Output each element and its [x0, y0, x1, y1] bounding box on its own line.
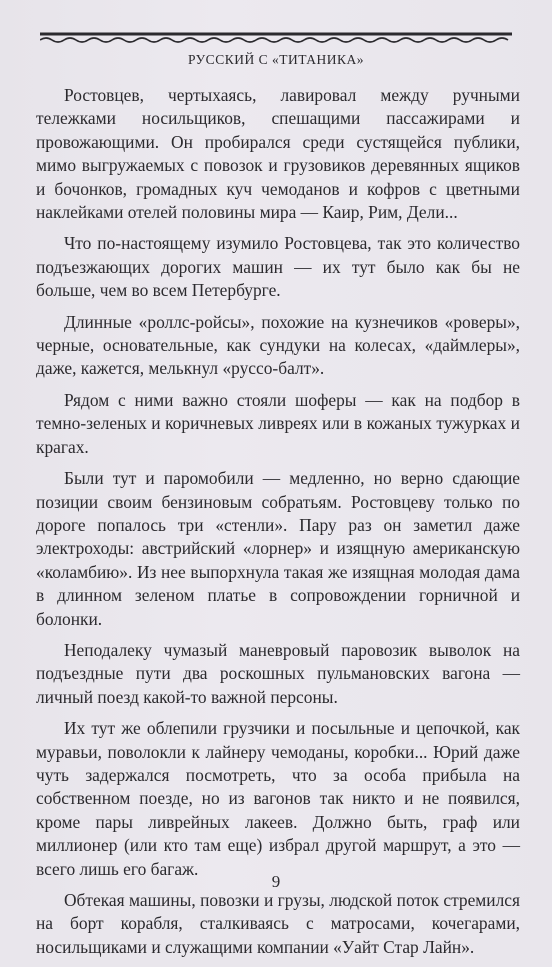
- page-number: 9: [271, 872, 281, 891]
- paragraph: Были тут и паромобили — медленно, но верно сдающие позиции своим бензиновым собратьям. Ростовцеву только по дороге попалось три «стенли». Пару раз он заметил даже электроходы: австрийский «лорнер» и изящную американскую «коламбию». Из нее выпорхнула такая же изящная молодая дама в длинном зеленом платье в сопровождении горничной и болонки.: [36, 468, 520, 629]
- paragraph: Ростовцев, чертыхаясь, лавировал между ручными тележками носильщиков, спешащими пассажирами и провожающими. Он пробирался среди сустящейся публики, мимо выгружаемых с повозок и грузовиков деревянных ящиков и бочонков, громадных куч чемоданов и кофров с цветными наклейками отелей половины мира — Каир, Рим, Дели...: [36, 85, 520, 223]
- paragraph: Рядом с ними важно стояли шоферы — как на подбор в темно-зеленых и коричневых ливреях или в кожаных тужурках и крагах.: [36, 389, 520, 457]
- paragraph: Неподалеку чумазый маневровый паровозик выволок на подъездные пути два роскошных пульмановских вагона — личный поезд какой-то важной персоны.: [36, 639, 520, 707]
- paragraph: Длинные «роллс-ройсы», похожие на кузнечиков «роверы», черные, основательные, как сундуки на колесах, «даймлеры», даже, кажется, мелькнул «руссо-балт».: [36, 311, 520, 379]
- running-head-title: РУССКИЙ С «ТИТАНИКА»: [187, 52, 365, 67]
- body-text: [36, 84, 520, 967]
- paragraph: Что по-настоящему изумило Ростовцева, так это количество подъезжающих дорогих машин — их тут было как бы не больше, чем во всем Петербурге.: [36, 233, 520, 301]
- wave-rule-ornament-icon: [40, 28, 512, 48]
- paragraph: Их тут же облепили грузчики и посыльные и цепочкой, как муравьи, поволокли к лайнеру чемоданы, коробки... Юрий даже чуть задержался посмотреть, что за особа прибыла на собственном поезде, но из вагонов так никто и не появился, кроме пары ливрейных лакеев. Должно быть, граф или миллионер (или кто там еще) избрал другой маршрут, а это — всего лишь его багаж.: [36, 718, 520, 879]
- paragraph: Обтекая машины, повозки и грузы, людской поток стремился на борт корабля, сталкиваясь с матросами, кочегарами, носильщиками и служащими компании «Уайт Стар Лайн».: [36, 890, 520, 957]
